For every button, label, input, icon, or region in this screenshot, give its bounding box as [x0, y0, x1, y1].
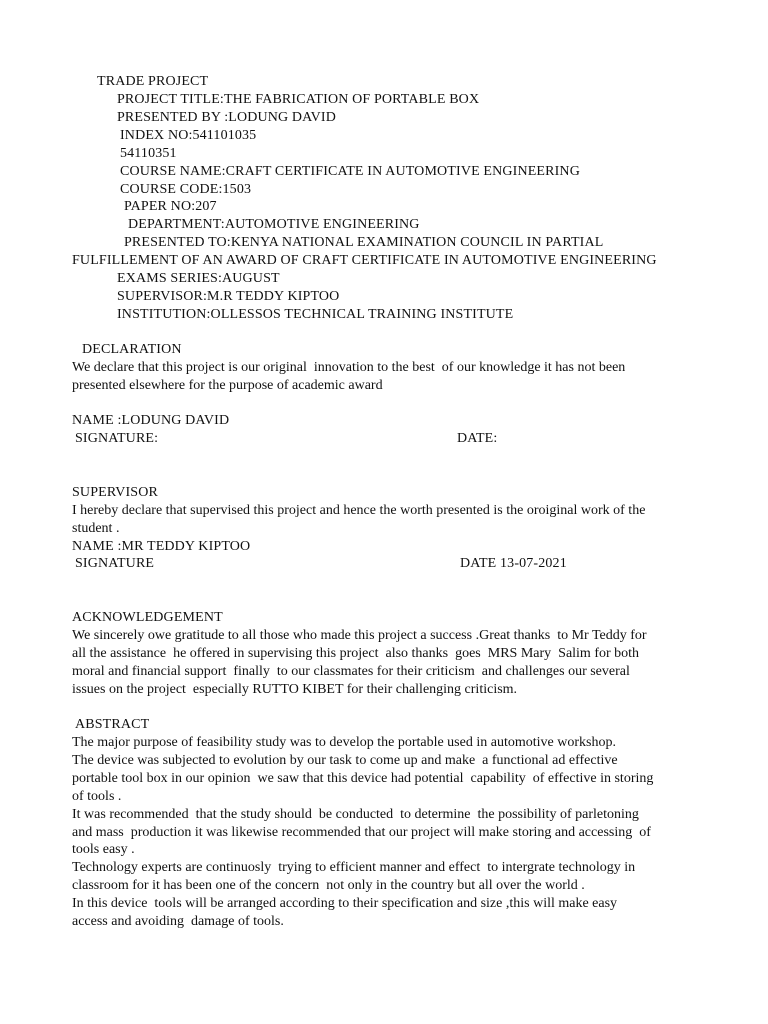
abstract-text-line: of tools . — [72, 789, 122, 804]
trade-project-heading: TRADE PROJECT — [97, 74, 209, 89]
paper-no-line: PAPER NO:207 — [124, 199, 217, 214]
abstract-text-line: The device was subjected to evolution by our task to come up and make a functional ad effective — [72, 753, 618, 768]
supervisor-text-line: I hereby declare that supervised this project and hence the worth presented is the oroiginal work of the — [72, 503, 646, 518]
supervisor-name: NAME :MR TEDDY KIPTOO — [72, 539, 251, 554]
exam-series-line: EXAMS SERIES:AUGUST — [117, 271, 280, 286]
presented-by-line: PRESENTED BY :LODUNG DAVID — [117, 110, 336, 125]
acknowledgement-text-line: We sincerely owe gratitude to all those who made this project a success .Great thanks to Mr Teddy for — [72, 628, 647, 643]
acknowledgement-heading: ACKNOWLEDGEMENT — [72, 610, 223, 625]
abstract-text-line: access and avoiding damage of tools. — [72, 914, 284, 929]
abstract-text-line: portable tool box in our opinion we saw that this device had potential capability of effective in storing — [72, 771, 654, 786]
declaration-text-line: We declare that this project is our original innovation to the best of our knowledge it has not been — [72, 360, 626, 375]
abstract-text-line: classroom for it has been one of the concern not only in the country but all over the world . — [72, 878, 585, 893]
declaration-text-line: presented elsewhere for the purpose of academic award — [72, 378, 383, 393]
department-line: DEPARTMENT:AUTOMOTIVE ENGINEERING — [128, 217, 420, 232]
supervisor-heading: SUPERVISOR — [72, 485, 158, 500]
project-title-line: PROJECT TITLE:THE FABRICATION OF PORTABLE BOX — [117, 92, 480, 107]
abstract-text-line: In this device tools will be arranged according to their specification and size ,this will make easy — [72, 896, 618, 911]
institution-line: INSTITUTION:OLLESSOS TECHNICAL TRAINING INSTITUTE — [117, 307, 514, 322]
abstract-heading: ABSTRACT — [75, 717, 150, 732]
abstract-text-line: and mass production it was likewise recommended that our project will make storing and accessing of — [72, 825, 651, 840]
abstract-text-line: tools easy . — [72, 842, 135, 857]
declaration-date-label: DATE: — [457, 431, 498, 446]
abstract-text-line: The major purpose of feasibility study was to develop the portable used in automotive workshop. — [72, 735, 616, 750]
acknowledgement-text-line: all the assistance he offered in supervising this project also thanks goes MRS Mary Salim for both — [72, 646, 640, 661]
declaration-name: NAME :LODUNG DAVID — [72, 413, 230, 428]
index-no-second-line: 54110351 — [120, 146, 177, 161]
supervisor-date: DATE 13-07-2021 — [460, 556, 567, 571]
presented-to-line: PRESENTED TO:KENYA NATIONAL EXAMINATION COUNCIL IN PARTIAL — [124, 235, 604, 250]
index-no-line: INDEX NO:541101035 — [120, 128, 257, 143]
course-name-line: COURSE NAME:CRAFT CERTIFICATE IN AUTOMOTIVE ENGINEERING — [120, 164, 580, 179]
declaration-signature-label: SIGNATURE: — [75, 431, 159, 446]
acknowledgement-text-line: moral and financial support finally to our classmates for their criticism and challenges our several — [72, 664, 630, 679]
supervisor-line: SUPERVISOR:M.R TEDDY KIPTOO — [117, 289, 340, 304]
abstract-text-line: Technology experts are continuosly trying to efficient manner and effect to intergrate technology in — [72, 860, 636, 875]
acknowledgement-text-line: issues on the project especially RUTTO KIBET for their challenging criticism. — [72, 682, 518, 697]
declaration-heading: DECLARATION — [82, 342, 182, 357]
supervisor-text-line: student . — [72, 521, 120, 536]
abstract-text-line: It was recommended that the study should be conducted to determine the possibility of parletoning — [72, 807, 639, 822]
supervisor-signature-label: SIGNATURE — [75, 556, 155, 571]
presented-to-continuation-line: FULFILLEMENT OF AN AWARD OF CRAFT CERTIFICATE IN AUTOMOTIVE ENGINEERING — [72, 253, 657, 268]
course-code-line: COURSE CODE:1503 — [120, 182, 252, 197]
